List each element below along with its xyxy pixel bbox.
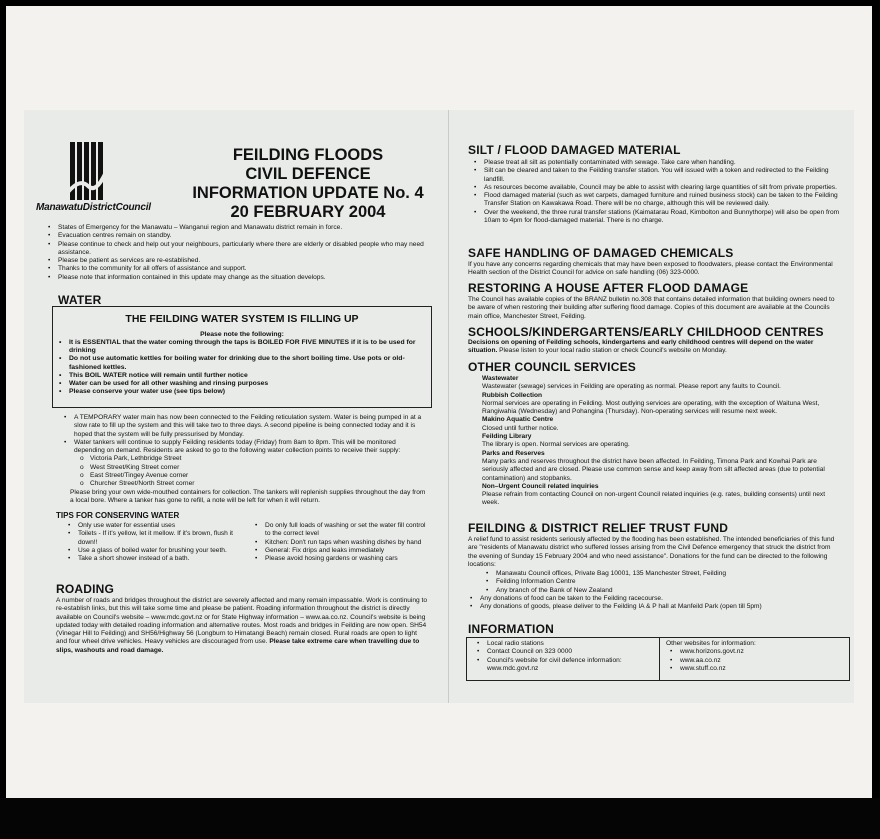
list-item: • Feilding Information Centre: [496, 578, 840, 586]
information-box: [466, 637, 850, 681]
service-text: Please refrain from contacting Council on non-urgent Council related inquiries (e.g. rates, building consents) until next week.: [482, 491, 826, 507]
list-item: • Please note that information contained in this update may change as the situation develops.: [58, 274, 430, 282]
list-item: • Please avoid hosing gardens or washing cars: [265, 555, 428, 563]
list-item: • Contact Council on 323 0000: [487, 648, 653, 656]
list-item: • Take a short shower instead of a bath.: [78, 555, 241, 563]
list-item: • Please treat all silt as potentially contaminated with sewage. Take care when handling.: [484, 159, 840, 167]
service-title: Wastewater: [482, 375, 519, 382]
list-item: • Water tankers will continue to supply Feilding residents today (Friday) from 8am to 8pm. This will be monitored depending on demand. Residents are asked to go to the following water collection points to receive their supply:: [74, 439, 428, 456]
list-item: • Please conserve your water use (see tips below): [69, 388, 431, 396]
service-text: Closed until further notice.: [482, 424, 559, 432]
collection-point: o West Street/King Street corner: [90, 464, 428, 472]
service-title: Non–Urgent Council related inquiries: [482, 482, 599, 490]
website-link[interactable]: • www.aa.co.nz: [680, 657, 756, 665]
silt-list: [470, 159, 840, 225]
silt-heading: SILT / FLOOD DAMAGED MATERIAL: [468, 143, 681, 157]
service-title: Feilding Library: [482, 433, 532, 441]
schools-heading: SCHOOLS/KINDERGARTENS/EARLY CHILDHOOD CENTRES: [468, 325, 824, 339]
schools-bold: Decisions on opening of Feilding schools, kindergartens and early childhood centres will depend on the water situation.: [468, 339, 814, 355]
list-item: • Water can be used for all other washing and rinsing purposes: [69, 380, 431, 388]
list-item: • Only use water for essential uses: [78, 522, 241, 530]
info-websites-title: Other websites for information:: [666, 640, 756, 647]
schools-body: Please listen to your local radio station or check Council's website on Monday.: [499, 347, 727, 355]
service-title: Rubbish Collection: [482, 391, 543, 399]
list-item: • Any donations of food can be taken to the Feilding racecourse.: [480, 595, 840, 603]
list-item: • Council's website for civil defence information: www.mdc.govt.nz: [487, 657, 653, 674]
service-text: Wastewater (sewage) services in Feilding are operating as normal. Please report any faults to Council.: [482, 383, 781, 391]
service-text: The library is open. Normal services are operating.: [482, 441, 630, 449]
list-item: • Over the weekend, the three rural transfer stations (Kaimatarau Road, Kimbolton and Bunnythorpe) will also be open from 10am to 4pm for flood-damaged material. There is no charge.: [484, 209, 840, 226]
list-item: • Please continue to check and help out your neighbours, particularly where there are elderly or disabled people who may need assistance.: [58, 241, 430, 258]
list-item: • Any donations of goods, please deliver to the Feilding IA & P hall at Manfeild Park (open till 5pm): [480, 603, 840, 611]
collection-point: o Victoria Park, Lethbridge Street: [90, 455, 428, 463]
council-logo: [36, 142, 186, 217]
list-item: • It is ESSENTIAL that the water coming through the taps is BOILED FOR FIVE MINUTES if it is to be used for drinking: [69, 339, 431, 355]
list-item: • Do only full loads of washing or set the water fill control to the correct level: [265, 522, 428, 539]
other-heading: OTHER COUNCIL SERVICES: [468, 360, 636, 374]
water-box-note: Please note the following:: [200, 331, 284, 338]
chemicals-text: If you have any concerns regarding chemicals that may have been exposed to floodwaters, please contact the Environmental Health section of the District Council for advice on safe handling (06) 323-0000.: [468, 261, 833, 277]
logo-name: ManawatuDistrictCouncil: [36, 202, 151, 213]
service-title: Parks and Reserves: [482, 449, 545, 457]
water-closing: Please bring your own wide-mouthed containers for collection. The tankers will replenish supplies throughout the day from a local bore. Where a tanker has gone to refill, a note will be left for when it will return.: [70, 488, 426, 504]
scan-bottom-edge: [0, 798, 880, 839]
title-line: CIVIL DEFENCE: [245, 165, 371, 183]
title-line: INFORMATION UPDATE No. 4: [192, 184, 424, 202]
list-item: • Use a glass of boiled water for brushing your teeth.: [78, 547, 241, 555]
logo-mark-icon: [66, 142, 106, 200]
chemicals-heading: SAFE HANDLING OF DAMAGED CHEMICALS: [468, 246, 734, 260]
list-item: • Local radio stations: [487, 640, 653, 648]
water-details: [60, 414, 428, 505]
collection-point: o East Street/Tingey Avenue corner: [90, 472, 428, 480]
list-item: • As resources become available, Council may be able to assist with clearing large quantities of silt from private properties.: [484, 184, 840, 192]
roading-body: A number of roads and bridges throughout the district are severely affected and many remain impassable. Work is continuing to re-establish links, but this will take some time and please be patient. Roading information throughout the district is directly available on Council's website – www.mdc.govt.nz or for State Highway information – www.aa.co.nz. Council's website is being updated today with detailed roading information and alternative routes. Most roads and bridges in Feilding are now open. SH54 (Vinegar Hill to Feilding) and SH56/Highway 56 (Longburn to Himatangi Beach) remain closed. Rural roads are open to light and four wheel drive vehicles. Heavy vehicles are discouraged from use.: [56, 597, 428, 646]
water-heading: WATER: [58, 293, 102, 307]
list-item: • Toilets - If it's yellow, let it mellow. If it's brown, flush it down!!: [78, 530, 241, 547]
website-link[interactable]: • www.stuff.co.nz: [680, 665, 756, 673]
intro-list: [44, 224, 430, 282]
list-item: • A TEMPORARY water main has now been connected to the Feilding reticulation system. Water is being pumped in at a slow rate to fill up the system and this will take two to three days. A second pipeline is being connected today and it is hoped that the system will be fully pressurised by Monday.: [74, 414, 428, 439]
title-line: FEILDING FLOODS: [232, 146, 384, 164]
page-fold-line: [448, 110, 449, 703]
list-item: • Silt can be cleared and taken to the Feilding transfer station. You will issued with a token and redirected to the Feilding landfill.: [484, 167, 840, 184]
relief-heading: FEILDING & DISTRICT RELIEF TRUST FUND: [468, 521, 729, 535]
water-box-title: THE FEILDING WATER SYSTEM IS FILLING UP: [125, 313, 359, 325]
tips-heading: TIPS FOR CONSERVING WATER: [56, 511, 180, 520]
list-item: • States of Emergency for the Manawatu – Wanganui region and Manawatu district remain in force.: [58, 224, 430, 232]
collection-point: o Churcher Street/North Street corner: [90, 480, 428, 488]
list-item: • Thanks to the community for all offers of assistance and support.: [58, 265, 430, 273]
list-item: • Any branch of the Bank of New Zealand: [496, 587, 840, 595]
other-services-list: [482, 375, 840, 508]
list-item: • This BOIL WATER notice will remain until further notice: [69, 372, 431, 380]
roading-text: [56, 597, 428, 655]
relief-text: A relief fund to assist residents seriously affected by the flooding has been established. The intended beneficiaries of this fund are "residents of Manawatu district who suffered losses arising from the Civil Defence emergency that struck the district from the evening of Sunday 15 February 2004 and who need assistance". Donations for the fund can be directed to the following locations:: [468, 536, 835, 568]
list-item: • Please be patient as services are re-established.: [58, 257, 430, 265]
service-text: Many parks and reserves throughout the district have been affected. In Feilding, Timona Park and Kowhai Park are seriously affected and are closed. Please use common sense and keep away from silt affected areas (due to potential contamination) and stopbanks.: [482, 457, 825, 482]
roading-heading: ROADING: [56, 582, 115, 596]
restoring-heading: RESTORING A HOUSE AFTER FLOOD DAMAGE: [468, 281, 749, 295]
page-title: [188, 146, 428, 222]
list-item: • General: Fix drips and leaks immediately: [265, 547, 428, 555]
restoring-text: The Council has available copies of the BRANZ bulletin no.308 that contains detailed information that building owners need to be aware of when restoring their building after suffering flood damage. Copies of this document are available at the Councils main office, Manchester Street, Feilding.: [468, 296, 835, 320]
list-item: • Flood damaged material (such as wet carpets, damaged furniture and ruined business stock) can be taken to the Feilding Transfer Station on Kawakawa Road. There will be no charge, although this will be reviewed daily.: [484, 192, 840, 209]
list-item: • Evacuation centres remain on standby.: [58, 232, 430, 240]
service-text: Normal services are operating in Feilding. Most outlying services are operating, with the exception of Waituna West, Rangiwahia (Wednesday) and Pohangina (Thursday). Non-operating services will resume next week.: [482, 399, 820, 416]
list-item: • Manawatu Council offices, Private Bag 10001, 135 Manchester Street, Feilding: [496, 570, 840, 578]
service-title: Makino Aquatic Centre: [482, 416, 554, 424]
website-link[interactable]: • www.horizons.govt.nz: [680, 648, 756, 656]
information-heading: INFORMATION: [468, 622, 554, 636]
tips-columns: [64, 522, 428, 563]
schools-text: [468, 339, 840, 356]
list-item: • Do not use automatic kettles for boiling water for drinking due to the short boiling time. Use pots or old-fashioned kettles.: [69, 355, 431, 371]
relief-locations: [480, 570, 840, 611]
title-line: 20 FEBRUARY 2004: [230, 203, 386, 221]
water-notice-box: [52, 306, 432, 408]
roading-warning: Please take extreme care when travelling due to slips, washouts and road damage.: [56, 638, 420, 654]
list-item: • Kitchen: Don't run taps when washing dishes by hand: [265, 539, 428, 547]
